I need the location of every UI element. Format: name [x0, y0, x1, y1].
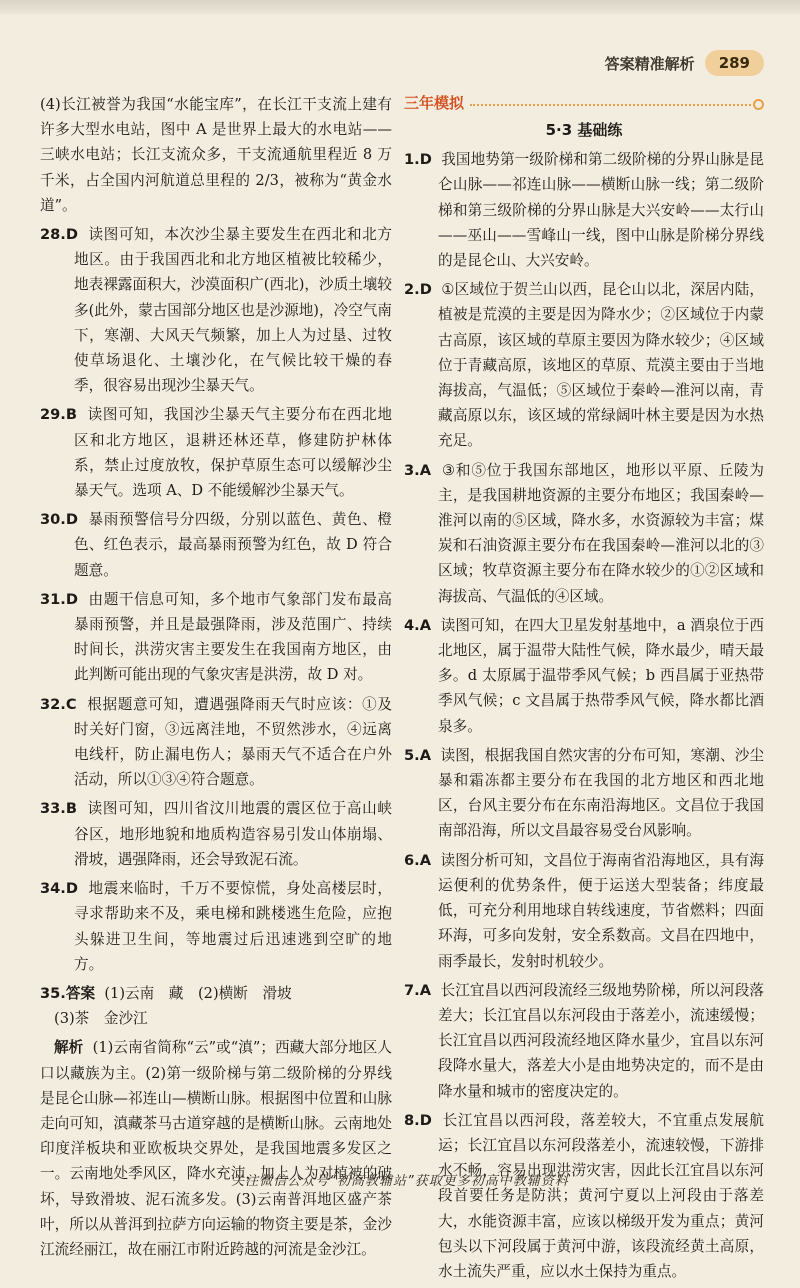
left-column: [40, 92, 392, 1266]
answer-label: 答案: [65, 984, 96, 1002]
answer-text: 长江宜昌以西河段流经三级地势阶梯，所以河段落差大；长江宜昌以东河段由于落差小，流速缓慢；长江宜昌以西河段流经地区降水量少，宜昌以东河段降水量大，落差大小是由地势决定的，而不是由降水量和城市的密度决定的。: [438, 981, 764, 1100]
answer-text: ③和⑤位于我国东部地区，地形以平原、丘陵为主，是我国耕地资源的主要分布地区；我国秦岭—淮河以南的⑤区域，降水多，水资源较为丰富；煤炭和石油资源主要分布在我国秦岭—淮河以北的③区域；牧草资源主要分布在降水较少的①②区域和海拔高、气温低的④区域。: [438, 461, 764, 605]
answer-number: 8.D: [404, 1111, 432, 1129]
answer-text: 暴雨预警信号分四级，分别以蓝色、黄色、橙色、红色表示，最高暴雨预警为红色，故 D 符合题意。: [74, 511, 392, 579]
answer-text: 长江宜昌以西河段，落差较大，不宜重点发展航运；长江宜昌以东河段落差小，流速较慢，下游排水不畅，容易出现洪涝灾害，因此长江宜昌以东河段首要任务是防洪；黄河宁夏以上河段由于落差大，水能资源丰富，应该以梯级开发为重点；黄河包头以下河段属于黄河中游，该段流经黄土高原，水土流失严重，应以水土保持为重点。: [438, 1111, 764, 1280]
analysis-35: [40, 1035, 392, 1262]
top-edge: [0, 0, 800, 14]
answer-text: ①区域位于贺兰山以西，昆仑山以北，深居内陆，植被是荒漠的主要是因为降水少；②区域位于内蒙古高原，该区域的草原主要因为降水较少；④区域位于青藏高原，该地区的草原、荒漠主要由于当地海拔高，气温低；⑤区域位于秦岭—淮河以南，青藏高原以东，该区域的常绿阔叶林主要是因为水热充足。: [438, 281, 764, 450]
answer-text: 根据题意可知，遭遇强降雨天气时应该：①及时关好门窗，③远离洼地，不贸然涉水，④远离电线杆，防止漏电伤人；暴雨天气不适合在户外活动，所以①③④符合题意。: [74, 695, 392, 789]
answer-30: [40, 507, 392, 583]
answer-number: 28.D: [40, 226, 78, 244]
answer-4: [404, 613, 764, 739]
answer-text: 读图可知，我国沙尘暴天气主要分布在西北地区和北方地区，退耕还林还草，修建防护林体系，禁止过度放牧，保护草原生态可以缓解沙尘暴天气。选项 A、D 不能缓解沙尘暴天气。: [74, 406, 392, 500]
section-header: [404, 92, 764, 116]
answer-number: 7.A: [404, 981, 431, 999]
answer-line: (3)茶 金沙江: [54, 1010, 148, 1028]
answer-text: 读图分析可知，文昌位于海南省沿海地区，具有海运便利的优势条件，便于运送大型装备；纬度最低，可充分利用地球自转线速度，节省燃料；四面环海，可多向发射，安全系数高。文昌在四地中，雨季最长，发射时机较少。: [438, 851, 764, 970]
answer-number: 6.A: [404, 851, 431, 869]
answer-number: 32.C: [40, 695, 77, 713]
answer-3: [404, 458, 764, 609]
answer-line: (1)云南 藏 (2)横断 滑坡: [104, 984, 292, 1002]
answer-number: 29.B: [40, 406, 77, 424]
answer-1: [404, 147, 764, 273]
header-title: 答案精准解析: [604, 54, 695, 73]
answer-number: 31.D: [40, 590, 78, 608]
answer-number: 33.B: [40, 800, 77, 818]
answer-number: 3.A: [404, 461, 431, 479]
answer-6: [404, 848, 764, 974]
page-header: [605, 50, 764, 76]
q27-continuation: (4)长江被誉为我国“水能宝库”，在长江干支流上建有许多大型水电站，图中 A 是世界上最大的水电站——三峡水电站；长江支流众多，干支流通航里程近 8 万千米，占全国内河航道总里程的 2/3，被称为“黄金水道”。: [40, 96, 392, 214]
answer-28: [40, 222, 392, 398]
answer-text: 我国地势第一级阶梯和第二级阶梯的分界山脉是昆仑山脉——祁连山脉——横断山脉一线；第二级阶梯和第三级阶梯的分界山脉是大兴安岭——太行山——巫山——雪峰山一线，图中山脉是阶梯分界线的是昆仑山、大兴安岭。: [438, 151, 764, 270]
answer-2: [404, 277, 764, 453]
answer-text: 读图可知，本次沙尘暴主要发生在西北和北方地区。由于我国西北和北方地区植被比较稀少，地表裸露面积大，沙漠面积广(西北)，沙质土壤较多(此外，蒙古国部分地区也是沙源地)，冷空气南下，寒潮、大风天气频繁，加上人为过垦、过牧使草场退化、土壤沙化，在气候比较干燥的春季，很容易出现沙尘暴天气。: [74, 226, 392, 395]
answer-5: [404, 743, 764, 844]
answer-29: [40, 402, 392, 503]
footer-note: 关注微信公众号“初高教辅站”获取更多初高中教辅资料: [231, 1174, 569, 1189]
answer-number: 34.D: [40, 880, 78, 898]
subheading: 5·3 基础练: [545, 121, 623, 139]
answer-number: 4.A: [404, 616, 431, 634]
answer-number: 30.D: [40, 511, 78, 529]
answer-text: 读图可知，四川省汶川地震的震区位于高山峡谷区，地形地貌和地质构造容易引发山体崩塌、滑坡，遇强降雨，还会导致泥石流。: [74, 800, 392, 868]
answer-31: [40, 587, 392, 688]
analysis-text: (1)云南省简称“云”或“滇”；西藏大部分地区人口以藏族为主。(2)第一级阶梯与第二级阶梯的分界线是昆仑山脉—祁连山—横断山脉。根据图中位置和山脉走向可知，滇藏茶马古道穿越的是横断山脉。云南地处印度洋板块和亚欧板块交界处，是我国地震多发区之一。云南地处季风区，降水充沛，加上人为对植被的破坏，导致滑坡、泥石流多发。(3)云南普洱地区盛产茶叶，所以从普洱到拉萨方向运输的物资主要是茶，金沙江流经丽江，故在丽江市附近跨越的河流是金沙江。: [40, 1039, 392, 1258]
answer-7: [404, 978, 764, 1104]
section-label: 三年模拟: [404, 94, 465, 113]
answer-number: 35.: [40, 984, 66, 1002]
answer-text: 读图可知，在四大卫星发射基地中，a 酒泉位于西北地区，属于温带大陆性气候，降水最少，晴天最多。d 太原属于温带季风气候；b 西昌属于亚热带季风气候；c 文昌属于热带季风气候，降水都比酒泉多。: [438, 616, 765, 735]
circle-icon: [753, 99, 764, 110]
answer-35: [40, 981, 392, 1031]
answer-32: [40, 692, 392, 793]
analysis-label: 解析: [54, 1039, 84, 1057]
answer-number: 5.A: [404, 746, 431, 764]
section-divider: [470, 104, 751, 106]
answer-text: 地震来临时，千万不要惊慌，身处高楼层时，寻求帮助来不及，乘电梯和跳楼逃生危险，应抱头躲进卫生间，等地震过后迅速逃到空旷的地方。: [74, 880, 392, 973]
answer-33: [40, 796, 392, 872]
answer-text: 读图，根据我国自然灾害的分布可知，寒潮、沙尘暴和霜冻都主要分布在我国的北方地区和西北地区，台风主要分布在东南沿海地区。文昌位于我国南部沿海，所以文昌最容易受台风影响。: [438, 746, 764, 840]
page-number: 289: [705, 50, 764, 76]
answer-text: 由题干信息可知，多个地市气象部门发布最高暴雨预警，并且是最强降雨，涉及范围广、持续时间长，洪涝灾害主要发生在我国南方地区，由此判断可能出现的气象灾害是洪涝，故 D 对。: [74, 590, 392, 684]
right-column: [404, 92, 764, 1288]
answer-number: 2.D: [404, 281, 432, 299]
answer-34: [40, 876, 392, 977]
answer-number: 1.D: [404, 151, 432, 169]
